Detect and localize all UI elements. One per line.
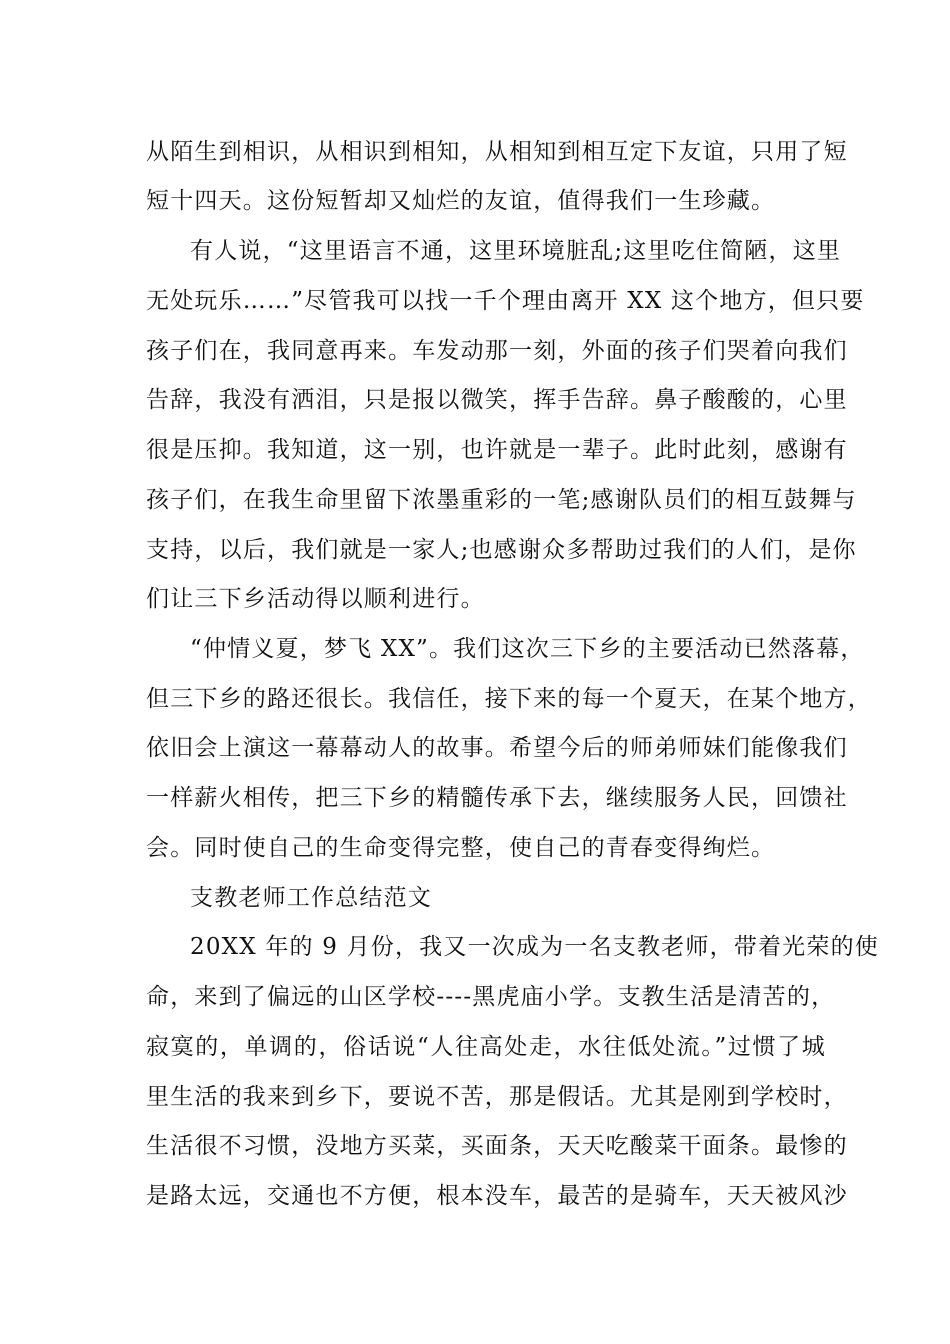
section-heading: 支教老师工作总结范文 <box>190 885 432 911</box>
text-line: 支持，以后，我们就是一家人;也感谢众多帮助过我们的人们，是你 <box>146 537 857 563</box>
text-line: 有人说，“这里语言不通，这里环境脏乱;这里吃住简陋，这里 <box>190 238 842 264</box>
text-line: 生活很不习惯，没地方买菜，买面条，天天吃酸菜干面条。最惨的 <box>146 1133 848 1159</box>
text-line: 寂寞的，单调的，俗话说“人往高处走，水往低处流。”过惯了城 <box>146 1034 826 1060</box>
text-line: 是路太远，交通也不方便，根本没车，最苦的是骑车，天天被风沙 <box>146 1183 848 1209</box>
text-line: 会。同时使自己的生命变得完整，使自己的青春变得绚烂。 <box>146 835 776 861</box>
text-line: 命，来到了偏远的山区学校----黑虎庙小学。支教生活是清苦的， <box>146 984 836 1010</box>
text-line: 告辞，我没有洒泪，只是报以微笑，挥手告辞。鼻子酸酸的，心里 <box>146 387 848 413</box>
text-line: 但三下乡的路还很长。我信任，接下来的每一个夏天，在某个地方， <box>146 686 872 712</box>
text-line: 依旧会上演这一幕幕动人的故事。希望今后的师弟师妹们能像我们 <box>146 735 848 761</box>
text-line: 短十四天。这份短暂却又灿烂的友谊，值得我们一生珍藏。 <box>146 188 776 214</box>
text-line: 孩子们在，我同意再来。车发动那一刻，外面的孩子们哭着向我们 <box>146 338 848 364</box>
text-line: 们让三下乡活动得以顺利进行。 <box>146 586 485 612</box>
text-line: 一样薪火相传，把三下乡的精髓传承下去，继续服务人民，回馈社 <box>146 785 848 811</box>
text-line: 里生活的我来到乡下，要说不苦，那是假话。尤其是刚到学校时， <box>146 1084 848 1110</box>
text-line: 孩子们，在我生命里留下浓墨重彩的一笔;感谢队员们的相互鼓舞与 <box>146 487 857 513</box>
text-line: “仲情义夏，梦飞 XX”。我们这次三下乡的主要活动已然落幕， <box>190 636 865 662</box>
text-line: 从陌生到相识，从相识到相知，从相知到相互定下友谊，只用了短 <box>146 139 848 165</box>
text-line: 20XX 年的 9 月份，我又一次成为一名支教老师，带着光荣的使 <box>190 934 879 960</box>
text-line: 无处玩乐……”尽管我可以找一千个理由离开 XX 这个地方，但只要 <box>146 288 865 314</box>
text-line: 很是压抑。我知道，这一别，也许就是一辈子。此时此刻，感谢有 <box>146 437 848 463</box>
